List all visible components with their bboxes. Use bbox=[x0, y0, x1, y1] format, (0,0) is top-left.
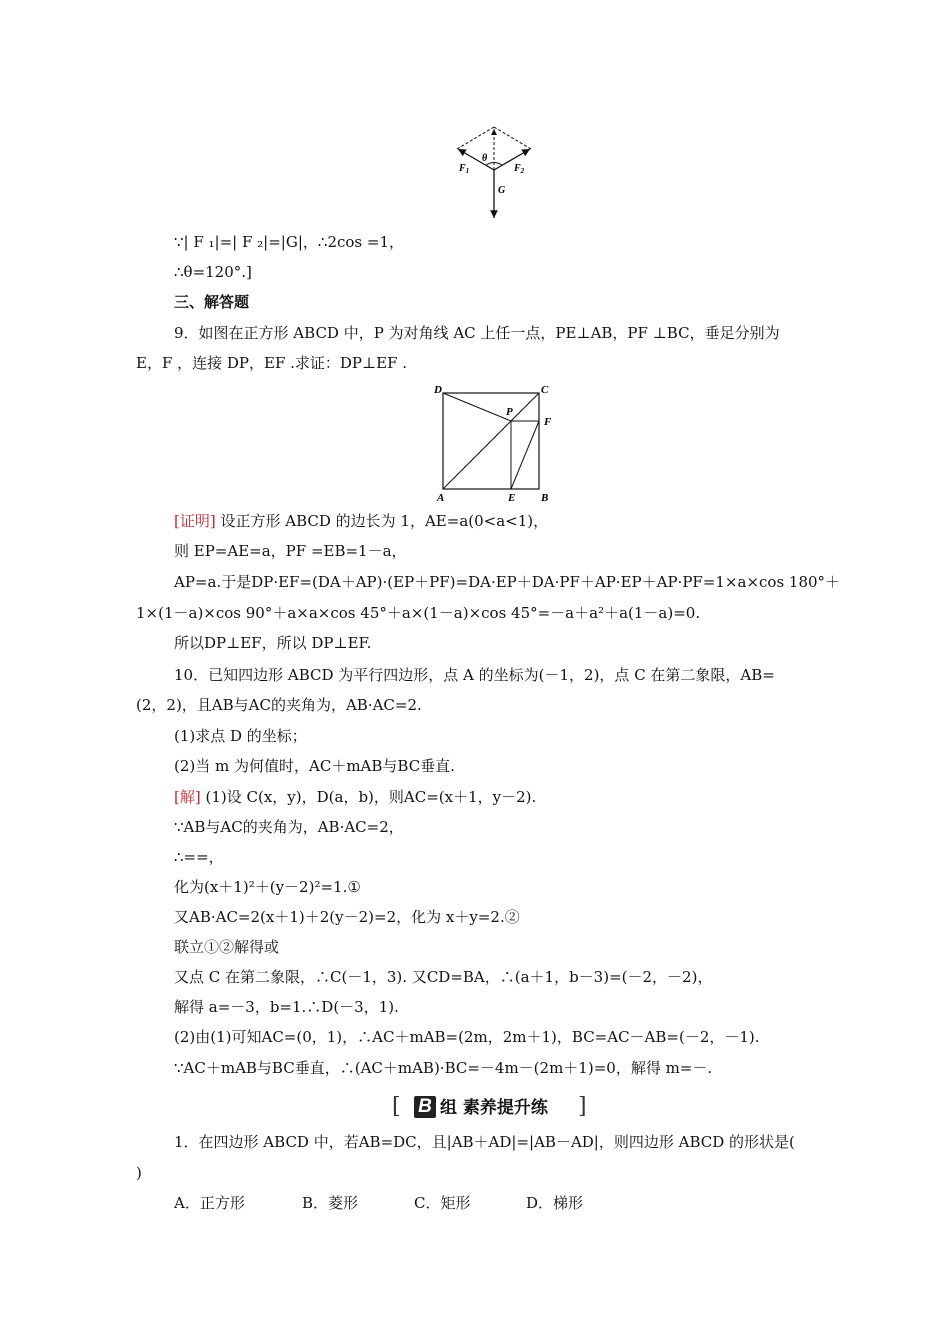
diagonal-ac bbox=[443, 393, 539, 489]
q9-line1: 9．如图在正方形 ABCD 中，P 为对角线 AC 上任一点，PE⊥AB，PF ⊥BC，垂足分别为 bbox=[174, 324, 780, 342]
b1-line2: ) bbox=[136, 1164, 142, 1182]
q10-line3: (1)求点 D 的坐标； bbox=[174, 727, 307, 745]
solution-line5: 又AB·AC=2(x＋1)＋2(y－2)=2，化为 x＋y=2.② bbox=[174, 908, 520, 926]
g-label: G bbox=[498, 185, 506, 196]
option-d: D．梯形 bbox=[526, 1194, 584, 1212]
solution-line4: 化为(x＋1)²＋(y－2)²=1.① bbox=[174, 878, 361, 896]
q9-line2: E，F ，连接 DP，EF .求证：DP⊥EF . bbox=[136, 354, 408, 372]
label-d: D bbox=[434, 384, 442, 396]
solution-line3: ∴==， bbox=[174, 848, 224, 866]
dashed-edge-left bbox=[457, 127, 494, 149]
option-a: A．正方形 bbox=[174, 1194, 245, 1212]
section-b-banner bbox=[392, 1094, 592, 1122]
solution-line2: ∵AB与AC的夹角为，AB·AC=2， bbox=[174, 818, 404, 836]
solution-line1 bbox=[174, 787, 536, 807]
segment-ef bbox=[511, 421, 539, 489]
proof-line4: 1×(1－a)×cos 90°＋a×a×cos 45°＋a×(1－a)×cos 45°=－a＋a²＋a(1－a)=0. bbox=[136, 604, 701, 622]
label-e: E bbox=[508, 492, 516, 504]
banner-left-bracket: [ bbox=[392, 1094, 401, 1119]
solution-line10: ∵AC＋mAB与BC垂直，∴(AC＋mAB)·BC=－4m－(2m＋1)=0，解得 m=－. bbox=[174, 1059, 713, 1077]
force-diagram bbox=[445, 120, 545, 225]
proof-line2: 则 EP=AE=a，PF =EB=1－a， bbox=[174, 542, 407, 560]
q10-line1: 10．已知四边形 ABCD 为平行四边形，点 A 的坐标为(－1，2)，点 C 在第二象限，AB= bbox=[174, 666, 775, 684]
banner-title: 组 素养提升练 bbox=[440, 1098, 548, 1118]
proof-line5: 所以DP⊥EF，所以 DP⊥EF. bbox=[174, 634, 372, 652]
section-heading: 三、解答题 bbox=[174, 293, 250, 311]
q10-line4: (2)当 m 为何值时，AC＋mAB与BC垂直. bbox=[174, 757, 455, 775]
theta-result: ∴θ=120°.] bbox=[174, 263, 252, 281]
label-b: B bbox=[541, 492, 549, 504]
solution-line9: (2)由(1)可知AC=(0，1)，∴AC＋mAB=(2m，2m＋1)，BC=AC－AB=(－2，－1). bbox=[174, 1028, 760, 1046]
segment-dp bbox=[443, 393, 511, 421]
force-f2-arrow bbox=[494, 149, 530, 170]
given-equal-forces: ∵| F ₁|=| F ₂|=|G|，∴2cos =1， bbox=[174, 233, 404, 251]
proof-tag: [证明] bbox=[174, 512, 216, 530]
option-c: C．矩形 bbox=[414, 1194, 471, 1212]
solution-line8: 解得 a=－3，b=1.∴D(－3，1). bbox=[174, 998, 399, 1016]
label-p: P bbox=[506, 406, 513, 418]
b1-line1: 1．在四边形 ABCD 中，若AB=DC，且|AB＋AD|=|AB－AD|，则四边形 ABCD 的形状是( bbox=[174, 1133, 795, 1151]
theta-label: θ bbox=[482, 153, 488, 164]
label-c: C bbox=[541, 384, 549, 396]
solution-tag: [解] bbox=[174, 788, 201, 806]
solution-line6: 联立①②解得或 bbox=[174, 938, 280, 956]
proof-line1-text: 设正方形 ABCD 的边长为 1，AE=a(0<a<1)， bbox=[215, 512, 549, 530]
dashed-edge-right bbox=[494, 127, 531, 149]
square-diagram bbox=[430, 380, 560, 505]
proof-line3: AP=a.于是DP·EF=(DA＋AP)·(EP＋PF)=DA·EP＋DA·PF＋AP·EP＋AP·PF=1×a×cos 180°＋ bbox=[174, 573, 841, 591]
banner-right-bracket: ] bbox=[578, 1094, 587, 1119]
solution-line1-text: (1)设 C(x，y)，D(a，b)，则AC=(x＋1，y－2). bbox=[200, 788, 537, 806]
label-f: F bbox=[544, 416, 552, 428]
group-b-badge: B bbox=[414, 1096, 436, 1118]
option-b: B．菱形 bbox=[302, 1194, 359, 1212]
f1-label: $F_1$ bbox=[459, 163, 470, 175]
solution-line7: 又点 C 在第二象限，∴C(－1，3). 又CD=BA，∴(a＋1，b－3)=(－2，－2)， bbox=[174, 968, 713, 986]
proof-line1 bbox=[174, 511, 548, 531]
q10-line2: (2，2)，且AB与AC的夹角为，AB·AC=2. bbox=[136, 696, 422, 714]
f2-label: $F_2$ bbox=[514, 163, 525, 175]
label-a: A bbox=[437, 492, 445, 504]
